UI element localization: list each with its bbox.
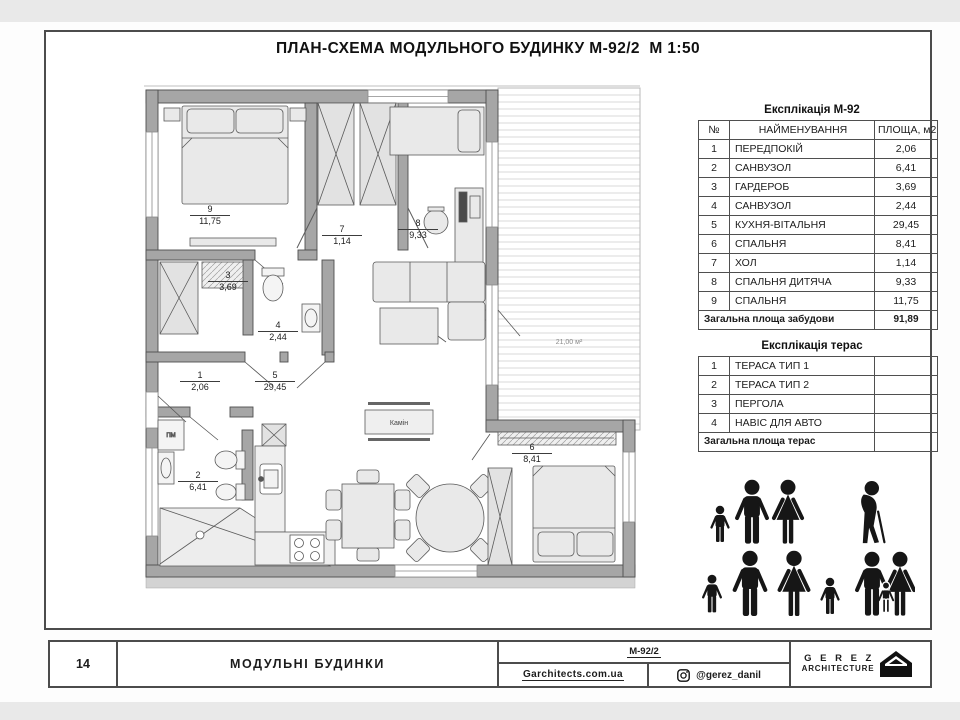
terrace-deck — [498, 88, 640, 430]
room-label-7: 7 1,14 — [322, 224, 362, 247]
room-label-6: 6 8,41 — [512, 442, 552, 465]
table-row: 2 САНВУЗОЛ 6,41 — [699, 159, 938, 178]
fireplace-label: Камін — [389, 420, 409, 427]
floor-plan — [140, 80, 662, 614]
bidet-icon — [216, 484, 236, 500]
room-label-2: 2 6,41 — [178, 470, 218, 493]
model-contact-block — [499, 642, 791, 686]
logo-name: G E R E Z — [804, 653, 875, 664]
instagram-cell — [649, 664, 789, 686]
instagram-icon — [677, 669, 690, 682]
toilet-icon — [215, 451, 237, 469]
table-row: 5 КУХНЯ-ВІТАЛЬНЯ 29,45 — [699, 216, 938, 235]
drawing-sheet — [44, 30, 937, 630]
sofa-icon — [373, 262, 485, 302]
table-total-row — [699, 433, 938, 452]
bedroom9-furniture — [164, 106, 306, 246]
website-cell — [499, 664, 649, 686]
table-row: 4 САНВУЗОЛ 2,44 — [699, 197, 938, 216]
foundation-band — [146, 577, 635, 588]
living-room-furniture — [365, 262, 485, 441]
table-row: 8 СПАЛЬНЯ ДИТЯЧА 9,33 — [699, 273, 938, 292]
terrace-area-label: 21,00 м² — [555, 339, 583, 346]
table-header-row — [699, 121, 938, 140]
sofa-chaise — [448, 302, 485, 340]
round-table-set — [405, 473, 494, 562]
kitchen-furniture — [255, 424, 335, 565]
chair-icon — [395, 490, 410, 510]
chair-icon — [357, 470, 379, 483]
page-number: 14 — [50, 642, 118, 686]
table-row: 6 СПАЛЬНЯ 8,41 — [699, 235, 938, 254]
total-value — [875, 433, 938, 452]
room-label-4: 4 2,44 — [258, 320, 298, 343]
title-block — [48, 640, 932, 688]
explication-table — [698, 120, 938, 330]
header-area: ПЛОЩА, м2 — [875, 121, 938, 140]
total-label: Загальна площа терас — [699, 433, 875, 452]
family-silhouettes-icon — [700, 456, 915, 620]
round-table-icon — [416, 484, 484, 552]
chair-icon — [395, 520, 410, 540]
parents-with-toddler-icon — [857, 552, 914, 616]
table-row: 2 ТЕРАСА ТИП 2 — [699, 376, 938, 395]
explication-title: Експлікація М-92 — [764, 104, 860, 116]
model-code-cell — [499, 642, 789, 664]
terraces-title: Експлікація терас — [761, 340, 863, 352]
table-row: 4 НАВІС ДЛЯ АВТО — [699, 414, 938, 433]
table-row: 9 СПАЛЬНЯ 11,75 — [699, 292, 938, 311]
house-logo-icon — [879, 650, 913, 678]
terraces-table — [698, 356, 938, 452]
family-of-three-icon — [712, 480, 803, 544]
table-row: 3 ГАРДЕРОБ 3,69 — [699, 178, 938, 197]
total-label: Загальна площа забудови — [699, 311, 875, 330]
header-name: НАЙМЕНУВАННЯ — [730, 121, 875, 140]
washer-label: ПМ — [166, 433, 176, 439]
room-label-8: 8 9,33 — [398, 218, 438, 241]
floor-plan-drawing — [140, 80, 662, 614]
page-title: ПЛАН-СХЕМА МОДУЛЬНОГО БУДИНКУ М-92/2 М 1:50 — [276, 40, 700, 57]
tv-icon — [368, 402, 430, 405]
model-code: М-92/2 — [629, 646, 659, 657]
table-row: 1 ПЕРЕДПОКІЙ 2,06 — [699, 140, 938, 159]
table-row: 1 ТЕРАСА ТИП 1 — [699, 357, 938, 376]
chair-icon — [326, 520, 341, 540]
table-row: 7 ХОЛ 1,14 — [699, 254, 938, 273]
series-title: МОДУЛЬНІ БУДИНКИ — [118, 642, 499, 686]
total-value: 91,89 — [875, 311, 938, 330]
room-label-3: 3 3,69 — [208, 270, 248, 293]
instagram-handle: @gerez_danil — [696, 669, 761, 681]
dining-table-set — [326, 470, 410, 561]
hall-wardrobes — [318, 103, 396, 205]
top-margin-band — [0, 0, 960, 22]
room-label-5: 5 29,45 — [255, 370, 295, 393]
logo-block — [789, 642, 926, 686]
table-row: 3 ПЕРГОЛА — [699, 395, 938, 414]
explication-panel — [698, 104, 937, 462]
bottom-margin-band — [0, 702, 960, 720]
logo-subtitle: ARCHITECTURE — [801, 664, 875, 673]
family-pictograms — [700, 456, 915, 620]
website-link: Garchitects.com.ua — [522, 669, 623, 680]
coffee-table-icon — [380, 308, 438, 344]
elderly-person-icon — [861, 481, 884, 543]
chair-icon — [326, 490, 341, 510]
toilet-icon — [263, 275, 283, 301]
chair-icon — [357, 548, 379, 561]
header-no: № — [699, 121, 730, 140]
family-of-four-icon — [703, 551, 838, 616]
bedroom6-furniture — [488, 432, 616, 565]
dresser-icon — [190, 238, 276, 246]
table-total-row — [699, 311, 938, 330]
room-label-1: 1 2,06 — [180, 370, 220, 393]
dining-table-icon — [342, 484, 394, 548]
room-label-9: 9 11,75 — [190, 204, 230, 227]
